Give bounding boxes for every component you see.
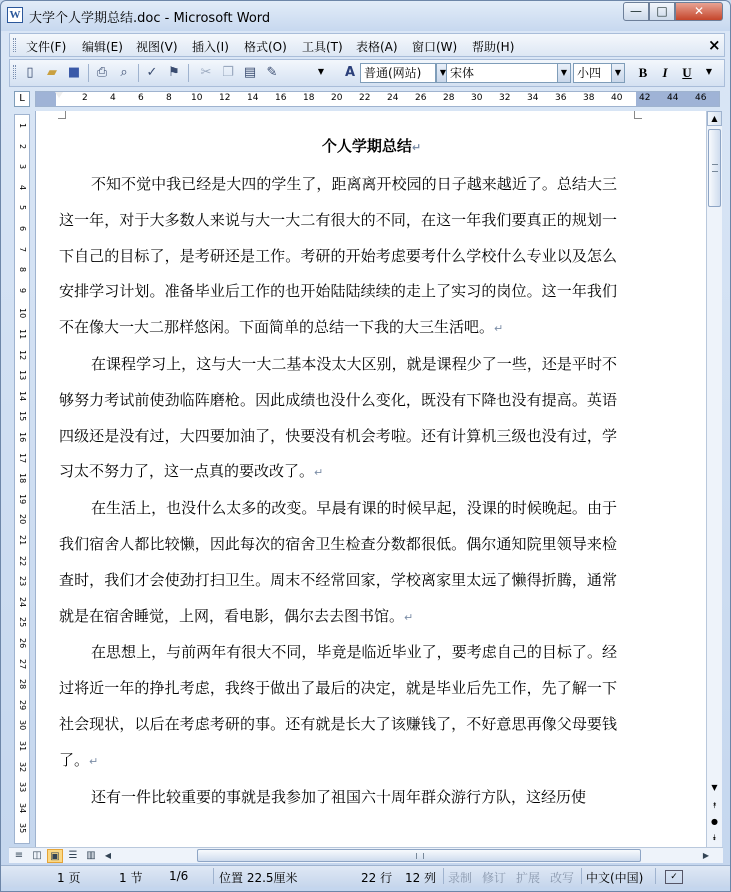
ruler-mark: 42 <box>639 93 651 103</box>
window-title: 大学个人学期总结.doc - Microsoft Word <box>29 11 271 26</box>
spelling-icon[interactable]: ✓ <box>146 65 158 80</box>
ruler-mark: 34 <box>18 802 27 813</box>
print-preview-icon[interactable]: ⌕ <box>120 65 128 80</box>
ruler-mark: 10 <box>191 93 203 103</box>
status-separator <box>213 868 214 884</box>
ruler-mark: 24 <box>18 596 27 607</box>
toolbar-separator <box>88 64 89 82</box>
status-record-macro[interactable]: 录制 <box>448 871 473 885</box>
status-separator <box>581 868 582 884</box>
maximize-button[interactable]: □ <box>649 2 675 21</box>
ruler-mark: 9 <box>18 287 27 293</box>
ruler-mark: 6 <box>18 226 27 232</box>
ruler-mark: 26 <box>415 93 427 103</box>
ruler-mark: 22 <box>359 93 371 103</box>
ruler-mark: 13 <box>18 370 27 381</box>
ruler-left-margin <box>36 92 56 106</box>
menu-bar <box>9 33 725 57</box>
ruler-mark: 32 <box>499 93 511 103</box>
page-corner-marker <box>58 111 66 119</box>
horizontal-scrollbar[interactable] <box>9 847 723 863</box>
first-line-indent-marker[interactable] <box>55 92 63 98</box>
ruler-mark: 2 <box>82 93 88 103</box>
menu-tools[interactable]: 工具(T) <box>302 40 343 54</box>
ruler-mark: 15 <box>18 411 27 422</box>
select-browse-object-icon[interactable]: ● <box>711 817 718 826</box>
paragraph: 在生活上，也没什么太多的改变。早晨有课的时候早起，没课的时候晚起。由于我们宿舍人都比较懒，因此每次的宿舍卫生检查分数都很低。偶尔通知院里领导来检查时，我们才会使劲打扫卫生。周末不经常回家，学校离家里太远了懒得折腾，通常就是在宿舍睡觉，上网，看电影，偶尔去去图书馆。↵ <box>59 499 617 625</box>
size-dropdown-chevron-down-icon[interactable]: ▼ <box>611 63 625 83</box>
ruler-mark: 27 <box>18 658 27 669</box>
ruler-mark: 35 <box>18 823 27 834</box>
ruler-mark: 29 <box>18 699 27 710</box>
ruler-mark: 24 <box>387 93 399 103</box>
status-overtype[interactable]: 改写 <box>550 871 575 885</box>
toolbar-separator <box>188 64 189 82</box>
ruler-mark: 2 <box>18 143 27 149</box>
ruler-mark: 25 <box>18 617 27 628</box>
menu-view[interactable]: 视图(V) <box>136 40 178 54</box>
menu-format[interactable]: 格式(O) <box>244 40 287 54</box>
horizontal-scroll-thumb[interactable] <box>197 849 641 862</box>
ruler-mark: 16 <box>275 93 287 103</box>
title-bar[interactable] <box>1 1 730 31</box>
toolbar-options-chevron-icon[interactable]: ▼ <box>317 67 325 76</box>
document-title: 个人学期总结↵ <box>321 137 422 155</box>
ruler-mark: 34 <box>527 93 539 103</box>
toolbar-options-chevron-icon[interactable]: ▼ <box>705 67 713 76</box>
paragraph: 在思想上，与前两年有很大不同，毕竟是临近毕业了，要考虑自己的目标了。经过将近一年的挣扎考虑，我终于做出了最后的决定，就是毕业后先工作，先了解一下社会现状，以后在考虑考研的事。还有就是长大了该赚钱了，不好意思再像父母要钱了。↵ <box>59 643 617 769</box>
ruler-mark: 46 <box>695 93 707 103</box>
format-painter-icon[interactable]: ✎ <box>266 65 278 80</box>
ruler-mark: 19 <box>18 493 27 504</box>
style-dropdown-chevron-down-icon[interactable]: ▼ <box>436 63 450 83</box>
reading-layout-view-icon[interactable]: ▥ <box>86 850 96 861</box>
ruler-mark: 38 <box>583 93 595 103</box>
vertical-scrollbar[interactable] <box>706 111 722 847</box>
menu-grip-handle[interactable] <box>13 38 16 52</box>
close-document-button[interactable]: × <box>708 36 721 54</box>
ruler-mark: 8 <box>166 93 172 103</box>
normal-view-icon[interactable]: ≡ <box>14 850 24 861</box>
horizontal-ruler[interactable] <box>35 91 720 107</box>
print-icon[interactable]: ⎙ <box>96 65 108 80</box>
status-column: 12 列 <box>405 871 437 885</box>
ruler-mark: 8 <box>18 267 27 273</box>
web-layout-view-icon[interactable]: ◫ <box>32 850 42 861</box>
ruler-mark: 30 <box>471 93 483 103</box>
paste-icon[interactable]: ▤ <box>243 65 257 80</box>
ruler-mark: 18 <box>18 473 27 484</box>
ruler-mark: 1 <box>18 123 27 129</box>
scroll-up-arrow-icon[interactable]: ▲ <box>707 111 722 126</box>
paragraph: 在课程学习上，这与大一大二基本没太大区别，就是课程少了一些，还是平时不够努力考试前使劲临阵磨枪。因此成绩也没什么变化，既没有下降也没有提高。英语四级还是没有过，大四要加油了，快要没有机会考啦。还有计算机三级也没有过，学习太不努力了，这一点真的要改改了。↵ <box>59 354 617 481</box>
ruler-mark: 40 <box>611 93 623 103</box>
ruler-mark: 3 <box>18 164 27 170</box>
ruler-mark: 44 <box>667 93 679 103</box>
outline-view-icon[interactable]: ☰ <box>68 850 78 861</box>
print-layout-view-icon[interactable]: ▣ <box>47 849 63 863</box>
ruler-mark: 32 <box>18 761 27 772</box>
status-bar <box>1 865 730 887</box>
new-document-icon[interactable]: ▯ <box>26 65 34 80</box>
bold-button[interactable]: B <box>638 65 648 80</box>
status-extend-selection[interactable]: 扩展 <box>516 871 541 885</box>
previous-page-icon[interactable]: ⯭ <box>712 801 717 810</box>
document-page[interactable] <box>35 111 706 847</box>
copy-icon[interactable]: ❐ <box>222 65 234 80</box>
font-name-combo[interactable]: 宋体 <box>446 63 558 83</box>
style-combo[interactable]: 普通(网站) <box>360 63 436 83</box>
minimize-button[interactable]: — <box>623 2 649 21</box>
ruler-mark: 4 <box>18 184 27 190</box>
menu-help[interactable]: 帮助(H) <box>472 40 515 54</box>
ruler-mark: 12 <box>219 93 231 103</box>
status-track-changes[interactable]: 修订 <box>482 871 507 885</box>
tab-selector-button[interactable]: L <box>14 91 30 107</box>
ruler-mark: 23 <box>18 576 27 587</box>
ruler-mark: 10 <box>18 308 27 319</box>
standard-toolbar <box>9 59 725 87</box>
ruler-mark: 28 <box>443 93 455 103</box>
ruler-mark: 18 <box>303 93 315 103</box>
vertical-scroll-thumb[interactable] <box>708 129 721 207</box>
ruler-mark: 7 <box>18 246 27 252</box>
ruler-mark: 14 <box>18 390 27 401</box>
menu-window[interactable]: 窗口(W) <box>412 40 458 54</box>
menu-table[interactable]: 表格(A) <box>356 40 398 54</box>
toolbar-separator <box>138 64 139 82</box>
ruler-mark: 28 <box>18 679 27 690</box>
underline-button[interactable]: U <box>682 65 692 80</box>
ruler-mark: 21 <box>18 535 27 546</box>
vertical-ruler[interactable] <box>14 114 30 844</box>
ruler-mark: 12 <box>18 349 27 360</box>
paragraph: 不知不觉中我已经是大四的学生了，距离离开校园的日子越来越近了。总结大三这一年，对于大多数人来说与大一大二有很大的不同，在这一年我们要真正的规划一下自己的目标了，是考研还是工作。考研的开始考虑要考什么学校什么专业以及怎么安排学习计划。准备毕业后工作的也开始陆陆续续的走上了实习的岗位。这一年我们不在像大一大二那样悠闲。下面简单的总结一下我的大三生活吧。↵ <box>59 175 617 337</box>
ruler-mark: 16 <box>18 432 27 443</box>
spelling-status-icon[interactable]: ✓ <box>665 870 683 884</box>
ruler-mark: 20 <box>18 514 27 525</box>
ruler-mark: 6 <box>138 93 144 103</box>
scroll-left-arrow-icon[interactable]: ◀ <box>104 851 112 860</box>
close-button[interactable]: ✕ <box>675 2 723 21</box>
research-icon[interactable]: ⚑ <box>168 65 180 80</box>
status-page-of: 1/6 <box>169 869 189 883</box>
word-app-icon[interactable]: W <box>7 7 23 23</box>
ruler-mark: 33 <box>18 782 27 793</box>
ruler-mark: 26 <box>18 638 27 649</box>
ruler-mark: 4 <box>110 93 116 103</box>
ruler-mark: 22 <box>18 555 27 566</box>
status-separator <box>443 868 444 884</box>
paragraph: 还有一件比较重要的事就是我参加了祖国六十周年群众游行方队，这经历使 <box>91 787 587 806</box>
open-folder-icon[interactable]: ▰ <box>47 65 57 80</box>
ruler-mark: 30 <box>18 720 27 731</box>
save-icon[interactable]: ■ <box>67 65 81 80</box>
status-language[interactable]: 中文(中国) <box>586 871 644 885</box>
status-separator <box>655 868 656 884</box>
styles-and-formatting-icon[interactable]: A <box>344 65 356 80</box>
scroll-right-arrow-icon[interactable]: ▶ <box>702 851 710 860</box>
menu-insert[interactable]: 插入(I) <box>192 40 229 54</box>
status-page: 1 页 <box>57 871 81 885</box>
ruler-mark: 14 <box>247 93 259 103</box>
ruler-mark: 31 <box>18 741 27 752</box>
next-page-icon[interactable]: ⯯ <box>712 833 717 842</box>
page-corner-marker <box>634 111 642 119</box>
font-size-combo[interactable]: 小四 <box>573 63 613 83</box>
scroll-down-arrow-icon[interactable]: ▼ <box>711 783 718 792</box>
font-dropdown-chevron-down-icon[interactable]: ▼ <box>557 63 571 83</box>
document-body <box>59 167 617 815</box>
status-section: 1 节 <box>119 871 143 885</box>
ruler-mark: 5 <box>18 205 27 211</box>
toolbar-grip-handle[interactable] <box>13 65 16 79</box>
menu-edit[interactable]: 编辑(E) <box>82 40 123 54</box>
ruler-mark: 36 <box>555 93 567 103</box>
ruler-mark: 11 <box>18 329 27 340</box>
status-line: 22 行 <box>361 871 393 885</box>
cut-icon[interactable]: ✂ <box>200 65 212 80</box>
status-position: 位置 22.5厘米 <box>219 871 298 885</box>
menu-file[interactable]: 文件(F) <box>26 40 67 54</box>
ruler-mark: 17 <box>18 452 27 463</box>
ruler-mark: 20 <box>331 93 343 103</box>
italic-button[interactable]: I <box>662 65 668 80</box>
